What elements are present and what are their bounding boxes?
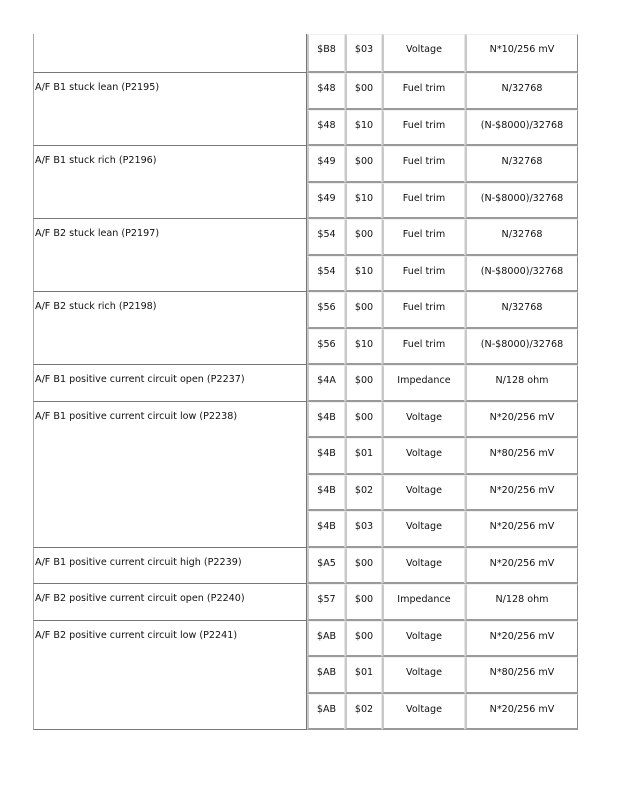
unit-label: Voltage: [406, 411, 442, 423]
conversion-formula: N/32768: [501, 302, 543, 313]
malfunction-name-cell: [33, 584, 307, 621]
unit-label: Fuel trim: [402, 265, 446, 277]
test-id-cell: [307, 292, 345, 329]
unit-label: Voltage: [406, 557, 442, 569]
conversion-formula: N*20/256 mV: [489, 521, 555, 532]
component-id: $00: [354, 557, 374, 569]
conversion-formula: N*80/256 mV: [489, 667, 555, 678]
unit-label: Fuel trim: [402, 156, 446, 167]
test-id: $56: [317, 338, 336, 350]
malfunction-name: A/F B1 positive current circuit open (P2237): [35, 374, 245, 385]
component-id-cell: [345, 402, 382, 439]
test-id-cell: [307, 475, 345, 512]
component-id: $03: [354, 44, 374, 55]
test-id: $49: [317, 192, 336, 204]
conversion-cell: [465, 34, 578, 73]
conversion-cell: [465, 657, 578, 694]
component-id-cell: [345, 292, 382, 329]
table-row: [33, 548, 578, 585]
unit-label: Voltage: [406, 521, 442, 532]
test-id-cell: [307, 438, 345, 475]
conversion-formula: N/32768: [501, 229, 543, 240]
malfunction-name-cell: [33, 621, 307, 731]
unit-cell: [382, 511, 465, 548]
conversion-formula: N*20/256 mV: [489, 703, 555, 715]
conversion-cell: [465, 256, 578, 293]
unit-label: Fuel trim: [402, 119, 446, 131]
table-row: [33, 402, 578, 439]
conversion-formula: (N-$8000)/32768: [480, 265, 564, 277]
component-id-cell: [345, 511, 382, 548]
unit-cell: [382, 475, 465, 512]
component-id: $02: [354, 484, 374, 496]
test-id: $4B: [317, 521, 336, 532]
malfunction-name: A/F B1 positive current circuit high (P2239): [35, 556, 242, 568]
table-row: [33, 73, 578, 110]
malfunction-name: A/F B2 positive current circuit low (P2241): [35, 629, 238, 641]
malfunction-name: A/F B1 stuck rich (P2196): [35, 155, 157, 166]
unit-cell: [382, 110, 465, 147]
table-row: [33, 292, 578, 329]
unit-cell: [382, 219, 465, 256]
conversion-cell: [465, 365, 578, 402]
table-row: [33, 584, 578, 621]
conversion-cell: [465, 438, 578, 475]
conversion-formula: N/32768: [501, 156, 543, 167]
conversion-cell: [465, 146, 578, 183]
conversion-formula: (N-$8000)/32768: [480, 119, 564, 131]
component-id: $10: [354, 192, 374, 204]
table-body: [33, 34, 578, 730]
test-id-cell: [307, 34, 345, 73]
table-row: [33, 365, 578, 402]
test-id: $56: [317, 302, 336, 313]
conversion-formula: N*20/256 mV: [489, 557, 555, 569]
test-id: $B8: [317, 44, 336, 55]
unit-cell: [382, 183, 465, 220]
malfunction-name-cell: [33, 34, 307, 73]
unit-cell: [382, 365, 465, 402]
malfunction-name-cell: [33, 292, 307, 365]
unit-cell: [382, 329, 465, 366]
conversion-cell: [465, 621, 578, 658]
test-id-cell: [307, 256, 345, 293]
component-id: $01: [354, 667, 374, 678]
table-row: [33, 34, 578, 73]
test-id: $A5: [317, 557, 336, 569]
unit-cell: [382, 73, 465, 110]
test-id: $AB: [316, 667, 337, 678]
unit-cell: [382, 402, 465, 439]
component-id-cell: [345, 329, 382, 366]
malfunction-name-cell: [33, 365, 307, 402]
malfunction-name-cell: [33, 73, 307, 146]
monitor-test-table: [33, 34, 578, 730]
conversion-formula: N/32768: [501, 83, 543, 94]
test-id-cell: [307, 219, 345, 256]
malfunction-name: A/F B1 stuck lean (P2195): [35, 82, 160, 93]
component-id-cell: [345, 183, 382, 220]
test-id: $4A: [317, 375, 336, 386]
unit-label: Fuel trim: [402, 302, 446, 313]
component-id: $10: [354, 119, 374, 131]
unit-label: Fuel trim: [402, 192, 446, 204]
malfunction-name: A/F B2 positive current circuit open (P2240): [35, 593, 245, 604]
conversion-cell: [465, 219, 578, 256]
unit-label: Voltage: [406, 44, 442, 55]
test-id-cell: [307, 511, 345, 548]
component-id-cell: [345, 621, 382, 658]
malfunction-name-cell: [33, 219, 307, 292]
component-id-cell: [345, 548, 382, 585]
test-id: $4B: [317, 484, 336, 496]
conversion-cell: [465, 183, 578, 220]
unit-label: Voltage: [406, 484, 442, 496]
component-id-cell: [345, 475, 382, 512]
test-id-cell: [307, 584, 345, 621]
unit-cell: [382, 34, 465, 73]
component-id: $00: [354, 411, 374, 423]
conversion-cell: [465, 511, 578, 548]
conversion-cell: [465, 292, 578, 329]
unit-label: Voltage: [406, 448, 442, 459]
unit-cell: [382, 584, 465, 621]
unit-cell: [382, 256, 465, 293]
conversion-cell: [465, 475, 578, 512]
component-id: $00: [354, 156, 374, 167]
component-id-cell: [345, 146, 382, 183]
component-id: $10: [354, 265, 374, 277]
test-id-cell: [307, 110, 345, 147]
malfunction-name: [34, 34, 306, 43]
test-id: $54: [317, 229, 336, 240]
unit-label: Fuel trim: [402, 229, 446, 240]
test-id: $AB: [316, 703, 337, 715]
component-id-cell: [345, 34, 382, 73]
test-id: $4B: [317, 411, 336, 423]
conversion-formula: N/128 ohm: [495, 594, 549, 605]
conversion-cell: [465, 402, 578, 439]
component-id: $00: [354, 229, 374, 240]
conversion-cell: [465, 329, 578, 366]
conversion-formula: N*20/256 mV: [489, 411, 555, 423]
conversion-formula: N*20/256 mV: [489, 630, 555, 642]
table-row: [33, 219, 578, 256]
test-id-cell: [307, 146, 345, 183]
test-id: $57: [317, 594, 336, 605]
conversion-formula: N/128 ohm: [495, 375, 549, 386]
component-id-cell: [345, 73, 382, 110]
component-id-cell: [345, 584, 382, 621]
unit-label: Impedance: [397, 375, 451, 386]
conversion-cell: [465, 584, 578, 621]
test-id-cell: [307, 657, 345, 694]
unit-label: Voltage: [406, 630, 442, 642]
conversion-formula: (N-$8000)/32768: [480, 338, 564, 350]
conversion-formula: N*20/256 mV: [489, 484, 555, 496]
unit-cell: [382, 292, 465, 329]
component-id-cell: [345, 219, 382, 256]
conversion-cell: [465, 73, 578, 110]
test-id: $48: [317, 119, 336, 131]
component-id: $02: [354, 703, 374, 715]
malfunction-name: A/F B2 stuck rich (P2198): [35, 301, 157, 312]
component-id-cell: [345, 657, 382, 694]
malfunction-name: A/F B2 stuck lean (P2197): [35, 228, 160, 239]
conversion-formula: N*10/256 mV: [489, 44, 555, 55]
test-id-cell: [307, 73, 345, 110]
test-id-cell: [307, 694, 345, 731]
table-row: [33, 146, 578, 183]
malfunction-name-cell: [33, 402, 307, 548]
conversion-cell: [465, 548, 578, 585]
malfunction-name-cell: [33, 548, 307, 585]
component-id: $00: [354, 83, 374, 94]
conversion-formula: (N-$8000)/32768: [480, 192, 564, 204]
component-id: $10: [354, 338, 374, 350]
component-id: $03: [354, 521, 374, 532]
conversion-cell: [465, 694, 578, 731]
test-id-cell: [307, 402, 345, 439]
unit-label: Impedance: [397, 594, 451, 605]
test-id: $54: [317, 265, 336, 277]
unit-label: Fuel trim: [402, 83, 446, 94]
malfunction-name-cell: [33, 146, 307, 219]
test-id-cell: [307, 621, 345, 658]
component-id: $01: [354, 448, 374, 459]
test-id-cell: [307, 183, 345, 220]
test-id-cell: [307, 548, 345, 585]
test-id-cell: [307, 365, 345, 402]
unit-cell: [382, 657, 465, 694]
test-id: $4B: [317, 448, 336, 459]
test-id: $AB: [316, 630, 337, 642]
unit-cell: [382, 548, 465, 585]
test-id: $49: [317, 156, 336, 167]
unit-cell: [382, 146, 465, 183]
conversion-cell: [465, 110, 578, 147]
malfunction-name: A/F B1 positive current circuit low (P2238): [35, 410, 238, 422]
unit-cell: [382, 621, 465, 658]
component-id-cell: [345, 438, 382, 475]
component-id-cell: [345, 365, 382, 402]
unit-label: Fuel trim: [402, 338, 446, 350]
component-id-cell: [345, 256, 382, 293]
table-row: [33, 621, 578, 658]
test-id: $48: [317, 83, 336, 94]
unit-cell: [382, 438, 465, 475]
unit-label: Voltage: [406, 703, 442, 715]
unit-label: Voltage: [406, 667, 442, 678]
component-id-cell: [345, 110, 382, 147]
conversion-formula: N*80/256 mV: [489, 448, 555, 459]
unit-cell: [382, 694, 465, 731]
component-id: $00: [354, 630, 374, 642]
component-id-cell: [345, 694, 382, 731]
component-id: $00: [354, 375, 374, 386]
component-id: $00: [354, 594, 374, 605]
component-id: $00: [354, 302, 374, 313]
test-id-cell: [307, 329, 345, 366]
